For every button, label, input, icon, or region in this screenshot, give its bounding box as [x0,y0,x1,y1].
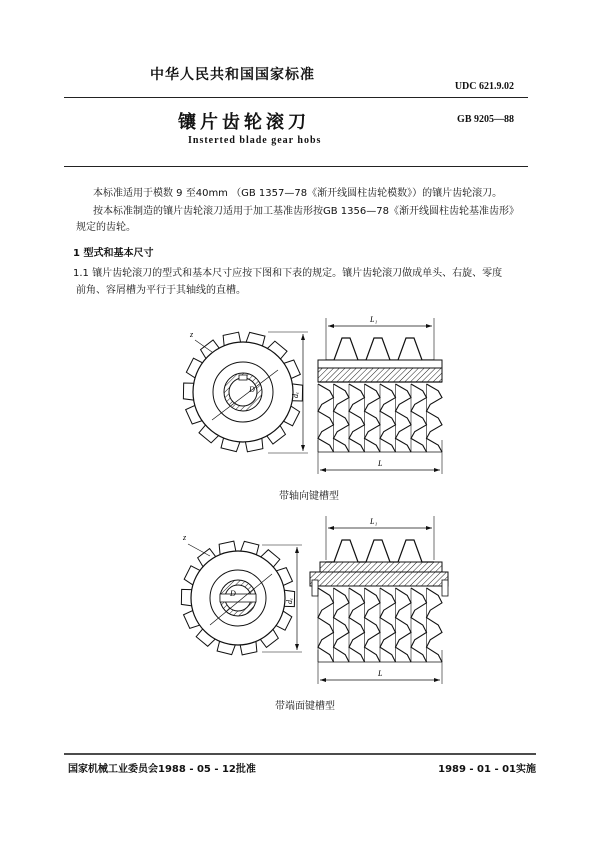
fig1-tooth-profile [326,338,434,360]
fig2-end-keyway [220,594,256,602]
fig1-teeth-count-label: z [190,330,194,339]
application-paragraph-line2: 规定的齿轮。 [76,222,136,233]
blade-tooth [427,384,443,452]
blade-tooth [380,588,396,662]
figure-1-caption: 带轴向键槽型 [279,491,339,502]
document-title: 镶片齿轮滚刀 [178,112,310,133]
blade-tooth [411,384,427,452]
blade-tooth [396,588,412,662]
fig2-body-section [310,572,448,586]
blade-tooth [334,588,350,662]
blade-tooth [334,384,350,452]
blade-tooth [396,384,412,452]
blade-tooth [380,384,396,452]
fig2-tooth-profile [326,540,434,562]
fig1-bore-label: D [249,385,255,394]
fig1-body-section [318,368,442,382]
scope-paragraph: 本标准适用于模数 9 至40mm （GB 1357—78《渐开线圆柱齿轮模数》）的镶片齿轮滚刀。 [93,188,503,199]
fig2-teeth-count-label: z [183,533,187,542]
fig1-L1-label: L₁ [370,315,378,324]
section-1-heading: 1 型式和基本尺寸 [73,248,154,259]
blade-tooth [365,588,381,662]
blade-tooth [365,384,381,452]
fig1-keyway [239,375,247,380]
fig1-side-view [318,315,442,474]
fig2-front-view [181,533,302,655]
fig2-bore-label: D [230,589,236,598]
standard-category-title: 中华人民共和国国家标准 [150,67,315,83]
fig1-outer-diameter-label: dₑ [291,391,300,398]
fig2-side-view [310,516,448,684]
fig2-end-key-left [312,580,318,596]
fig2-end-key-right [442,580,448,596]
fig2-L-label: L [378,669,383,678]
udc-code: UDC 621.9.02 [454,81,514,92]
blade-tooth [411,588,427,662]
blade-tooth [349,384,365,452]
application-paragraph-line1: 按本标准制造的镶片齿轮滚刀适用于加工基准齿形按GB 1356—78《渐开线圆柱齿轮基准齿形》 [93,206,519,217]
fig2-blade-teeth [318,588,442,662]
approval-note: 国家机械工业委员会1988 - 05 - 12批准 [68,764,256,775]
blade-tooth [318,588,334,662]
fig1-L-label: L [378,459,383,468]
fig1-blade-teeth [318,384,442,452]
blade-tooth [427,588,443,662]
fig2-L1-label: L₁ [370,517,378,526]
blade-tooth [318,384,334,452]
fig2-outer-diameter-label: dₑ [285,597,294,604]
clause-1-1-line2: 前角、容屑槽为平行于其轴线的直槽。 [76,285,246,296]
blade-tooth [349,588,365,662]
figure-2-caption: 带端面键槽型 [275,701,335,712]
english-title: Insterted blade gear hobs [188,135,322,146]
implementation-date: 1989 - 01 - 01实施 [438,764,536,775]
gb-standard-number: GB 9205—88 [457,114,514,125]
fig1-front-view [183,330,308,453]
clause-1-1-line1: 1.1 镶片齿轮滚刀的型式和基本尺寸应按下图和下表的规定。镶片齿轮滚刀做成单头、右旋、零度 [73,268,503,279]
